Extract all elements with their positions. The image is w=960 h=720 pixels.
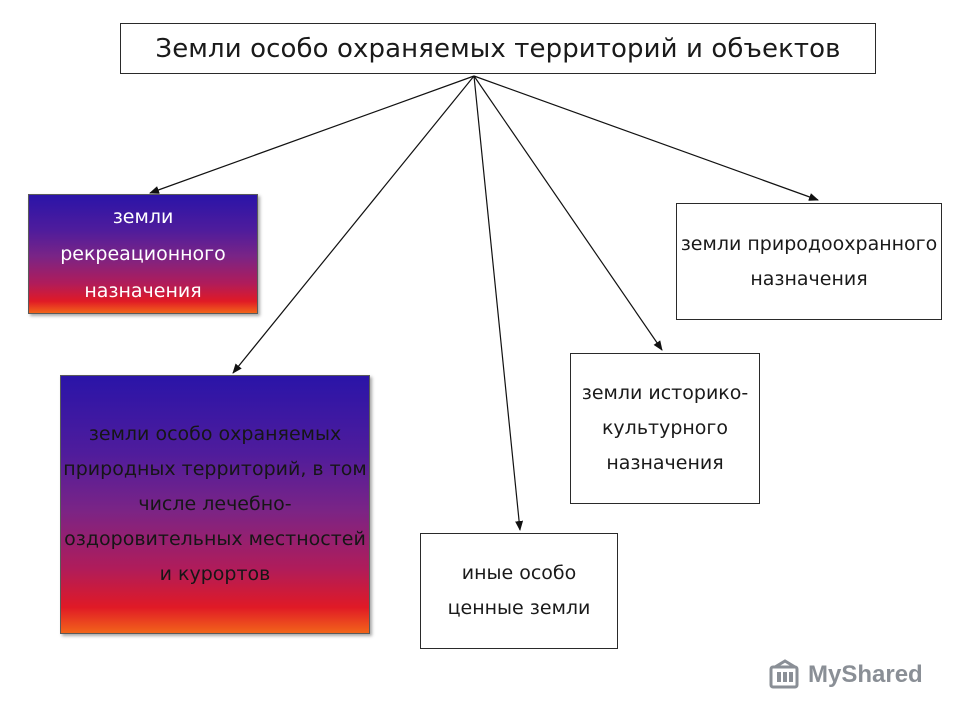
arrow-to-protected-natural [233,76,474,373]
node-historical-cultural [570,353,760,504]
arrow-to-historical-cultural [474,76,662,350]
root-node-label: Земли особо охраняемых территорий и объектов [155,33,841,64]
arrow-to-recreational [150,76,474,193]
node-nature-protection [676,203,942,320]
arrow-to-nature-protection [474,76,818,200]
node-other-valuable-label: иные особо ценные земли [447,562,591,619]
root-node-title [120,23,876,74]
node-protected-natural-label: земли особо охраняемых природных территорий, в том числе лечебно-оздоровительных местностей и курортов [63,423,367,585]
node-recreational [28,194,258,314]
watermark-logo [768,658,923,692]
node-other-valuable [420,533,618,649]
node-protected-natural [60,375,370,634]
node-nature-protection-label: земли природоохранного назначения [680,232,938,290]
node-recreational-label: земли рекреационного назначения [60,205,226,302]
arrow-to-other-valuable [474,76,520,530]
watermark-text: MyShared [808,661,923,688]
mortarboard-icon [768,658,802,692]
node-historical-cultural-label: земли историко-культурного назначения [581,382,749,474]
